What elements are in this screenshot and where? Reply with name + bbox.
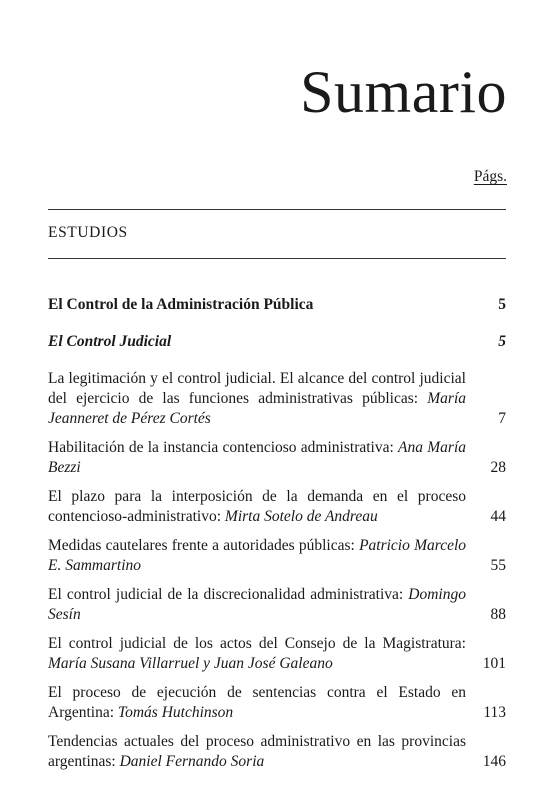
section-heading: ESTUDIOS — [48, 224, 128, 241]
entry-author: Patricio Marcelo E. Sammartino — [48, 537, 467, 574]
entry-page: 101 — [482, 655, 506, 672]
pages-column-label: Págs. — [473, 168, 507, 185]
entry-page: 5 — [498, 333, 506, 350]
entry-title: El control judicial de los actos del Consejo de la Magistratura: — [48, 635, 466, 652]
toc-entry[interactable] — [48, 683, 506, 723]
entry-page: 146 — [482, 753, 506, 770]
entry-page: 44 — [490, 508, 506, 525]
page-title: Sumario — [300, 59, 507, 125]
entry-page: 55 — [490, 557, 506, 574]
entry-title: El control judicial de la discrecionalidad administrativa: — [48, 586, 404, 603]
toc-entry[interactable] — [48, 536, 506, 576]
bottom-divider — [48, 258, 506, 259]
toc-entry[interactable] — [48, 369, 506, 429]
entry-page: 113 — [483, 704, 506, 721]
toc-entry[interactable] — [48, 634, 506, 674]
entry-author: María Jeanneret de Pérez Cortés — [48, 390, 466, 427]
entry-title: La legitimación y el control judicial. El alcance del control judicial del ejercicio de las funciones administrativas públicas: — [48, 370, 466, 407]
entry-author: Mirta Sotelo de Andreau — [224, 508, 378, 525]
entry-page: 5 — [498, 296, 506, 313]
entry-title: El Control de la Administración Pública — [48, 296, 314, 313]
entry-title: Habilitación de la instancia contencioso administrativa: — [48, 439, 394, 456]
entry-title: El proceso de ejecución de sentencias contra el Estado en Argentina: — [48, 684, 466, 721]
entry-title: Tendencias actuales del proceso administrativo en las provincias argentinas: — [48, 733, 466, 770]
table-of-contents — [48, 295, 506, 781]
entry-author: María Susana Villarruel y Juan José Galeano — [48, 655, 333, 672]
entry-author: Tomás Hutchinson — [117, 704, 234, 721]
toc-entry[interactable] — [48, 332, 506, 352]
toc-entry[interactable] — [48, 295, 506, 315]
entry-author: Ana María Bezzi — [48, 439, 466, 476]
entry-page: 28 — [490, 459, 506, 476]
entry-title: Medidas cautelares frente a autoridades públicas: — [48, 537, 355, 554]
entry-title: El plazo para la interposición de la demanda en el proceso contencioso-administrativo: — [48, 488, 466, 525]
toc-entry[interactable] — [48, 732, 506, 772]
entry-page: 7 — [498, 410, 506, 427]
entry-author: Daniel Fernando Soria — [119, 753, 265, 770]
entry-page: 88 — [490, 606, 506, 623]
entry-author: Domingo Sesín — [48, 586, 466, 623]
toc-entry[interactable] — [48, 487, 506, 527]
toc-entry[interactable] — [48, 585, 506, 625]
entry-title: El Control Judicial — [48, 333, 172, 350]
toc-entry[interactable] — [48, 438, 506, 478]
top-divider — [48, 209, 506, 210]
